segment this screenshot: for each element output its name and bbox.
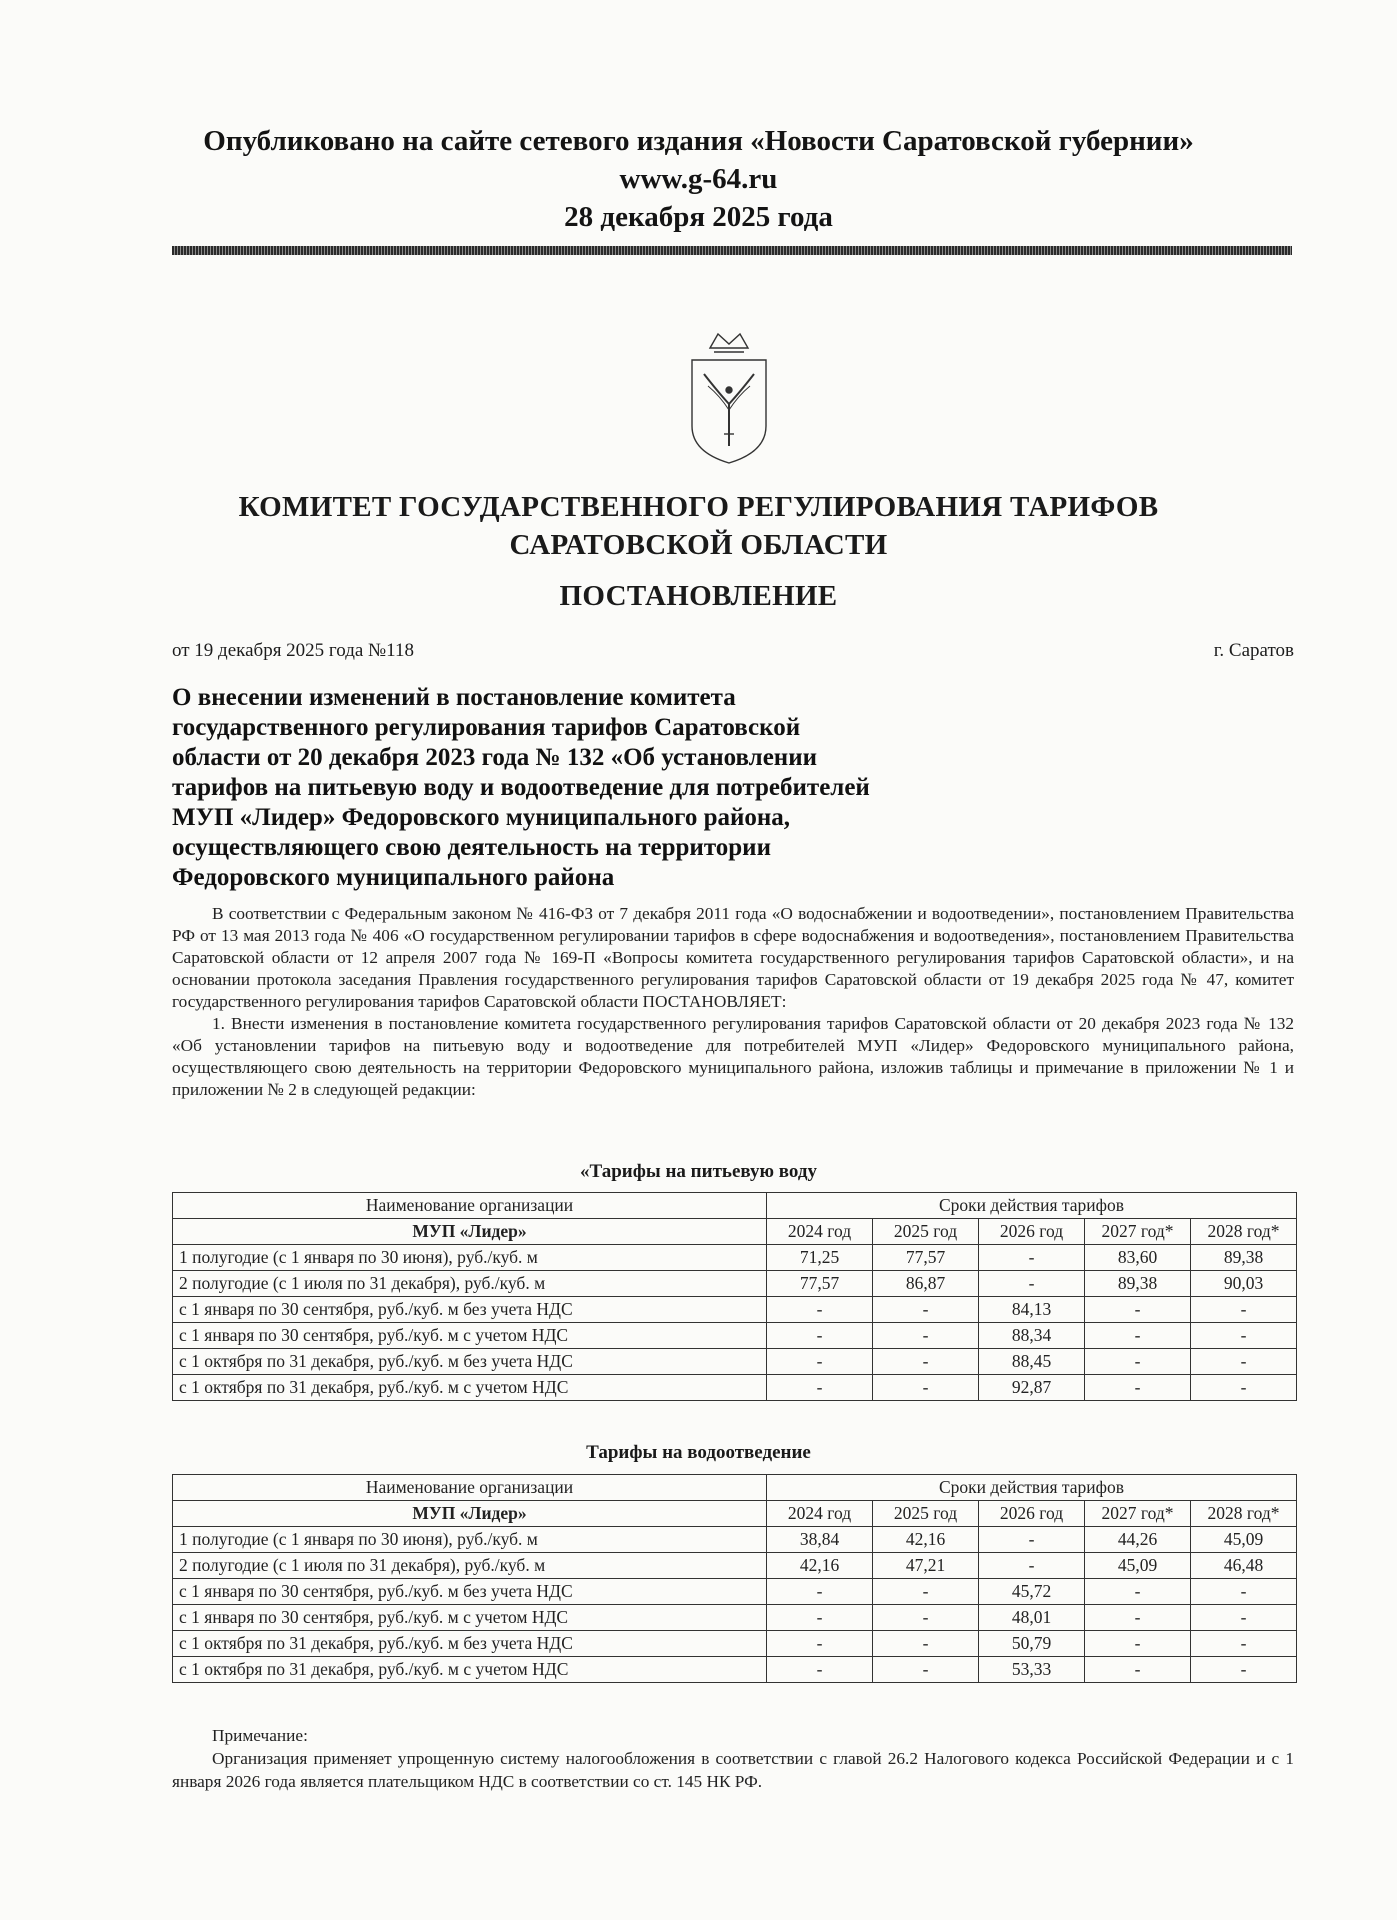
value-cell: - [1085,1657,1191,1683]
table-row [173,1297,1297,1323]
title-line: О внесении изменений в постановление комитета [172,684,736,711]
value-cell: 50,79 [979,1631,1085,1657]
value-cell: 77,57 [873,1245,979,1271]
publication-date: 28 декабря 2025 года [564,201,833,233]
value-cell: - [1085,1349,1191,1375]
value-cell: - [1191,1349,1297,1375]
value-cell: - [873,1579,979,1605]
sewage-table-caption: Тарифы на водоотведение [586,1442,811,1463]
date-number: от 19 декабря 2025 года №118 [172,640,414,661]
document-title [172,683,1072,893]
title-line: области от 20 декабря 2023 года № 132 «Об установлении [172,744,818,771]
table-row [173,1605,1297,1631]
value-cell: - [1191,1375,1297,1401]
table-header-row [173,1193,1297,1219]
body-text [172,903,1294,1101]
year-cell: 2026 год [979,1501,1085,1527]
value-cell: - [873,1349,979,1375]
table-row [173,1245,1297,1271]
value-cell: 38,84 [767,1527,873,1553]
value-cell: 86,87 [873,1271,979,1297]
row-label: с 1 января по 30 сентября, руб./куб. м без учета НДС [173,1297,767,1323]
value-cell: - [1085,1631,1191,1657]
year-cell: 2028 год* [1191,1501,1297,1527]
value-cell: - [767,1579,873,1605]
value-cell: - [767,1605,873,1631]
value-cell: - [873,1375,979,1401]
row-label: 2 полугодие (с 1 июля по 31 декабря), руб./куб. м [173,1271,767,1297]
value-cell: 89,38 [1085,1271,1191,1297]
org-name-cell: МУП «Лидер» [173,1501,767,1527]
value-cell: - [873,1657,979,1683]
value-cell: - [767,1323,873,1349]
header-divider [172,246,1292,255]
note-text: Организация применяет упрощенную систему налогообложения в соответствии с главой 26.2 Налогового кодекса Российской Федерации и с 1 января 2026 года является плательщиком НДС в соответствии со ст. 145 НК РФ. [172,1749,1294,1791]
value-cell: - [767,1657,873,1683]
value-cell: - [873,1297,979,1323]
value-cell: 47,21 [873,1553,979,1579]
table-row [173,1657,1297,1683]
value-cell: - [873,1631,979,1657]
title-line: осуществляющего свою деятельность на территории [172,834,771,861]
body-paragraph-2: 1. Внести изменения в постановление комитета государственного регулирования тарифов Саратовской области от 20 декабря 2023 года № 132 «Об установлении тарифов на питьевую воду и водоотведение для потребителей МУП «Лидер» Федоровского муниципального района, осуществляющего свою деятельность на территории Федоровского муниципального района, изложив таблицы и примечание в приложении № 1 и приложении № 2 в следующей редакции: [172,1014,1294,1099]
year-cell: 2025 год [873,1219,979,1245]
row-label: с 1 января по 30 сентября, руб./куб. м с учетом НДС [173,1323,767,1349]
title-line: тарифов на питьевую воду и водоотведение для потребителей [172,774,870,801]
note-block [172,1724,1294,1793]
year-cell: 2027 год* [1085,1219,1191,1245]
year-cell: 2024 год [767,1501,873,1527]
value-cell: 89,38 [1191,1245,1297,1271]
value-cell: - [1085,1323,1191,1349]
value-cell: - [979,1271,1085,1297]
value-cell: 45,72 [979,1579,1085,1605]
city: г. Саратов [1213,640,1294,661]
water-table-caption: «Тарифы на питьевую воду [580,1161,817,1182]
table-row [173,1375,1297,1401]
value-cell: - [767,1375,873,1401]
authority-line-1: КОМИТЕТ ГОСУДАРСТВЕННОГО РЕГУЛИРОВАНИЯ ТАРИФОВ [238,491,1159,523]
value-cell: 53,33 [979,1657,1085,1683]
table-row [173,1323,1297,1349]
row-label: с 1 октября по 31 декабря, руб./куб. м без учета НДС [173,1631,767,1657]
value-cell: 48,01 [979,1605,1085,1631]
value-cell: 44,26 [1085,1527,1191,1553]
table-header-row [173,1219,1297,1245]
body-paragraph-1: В соответствии с Федеральным законом № 416-ФЗ от 7 декабря 2011 года «О водоснабжении и водоотведении», постановлением Правительства РФ от 13 мая 2013 года № 406 «О государственном регулировании тарифов в сфере водоснабжения и водоотведения», постановлением Правительства Саратовской области от 12 апреля 2007 года № 169-П «Вопросы комитета государственного регулирования тарифов Саратовской области», и на основании протокола заседания Правления государственного регулирования тарифов Саратовской области от 19 декабря 2025 года № 47, комитет государственного регулирования тарифов Саратовской области ПОСТАНОВЛЯЕТ: [172,904,1294,1011]
org-header-cell: Наименование организации [173,1475,767,1501]
value-cell: - [767,1631,873,1657]
table-header-row [173,1501,1297,1527]
value-cell: - [1085,1579,1191,1605]
value-cell: 88,45 [979,1349,1085,1375]
value-cell: - [1191,1657,1297,1683]
sewage-tariff-table [172,1474,1297,1683]
value-cell: - [873,1323,979,1349]
value-cell: 71,25 [767,1245,873,1271]
note-heading: Примечание: [212,1726,308,1745]
row-label: с 1 октября по 31 декабря, руб./куб. м без учета НДС [173,1349,767,1375]
row-label: 1 полугодие (с 1 января по 30 июня), руб./куб. м [173,1527,767,1553]
value-cell: - [1191,1323,1297,1349]
row-label: с 1 октября по 31 декабря, руб./куб. м с учетом НДС [173,1375,767,1401]
title-line: МУП «Лидер» Федоровского муниципального района, [172,804,791,831]
value-cell: - [1191,1605,1297,1631]
table-row [173,1553,1297,1579]
value-cell: 83,60 [1085,1245,1191,1271]
value-cell: 92,87 [979,1375,1085,1401]
value-cell: - [1085,1605,1191,1631]
value-cell: 42,16 [767,1553,873,1579]
row-label: 1 полугодие (с 1 января по 30 июня), руб./куб. м [173,1245,767,1271]
year-cell: 2028 год* [1191,1219,1297,1245]
value-cell: 45,09 [1191,1527,1297,1553]
title-line: Федоровского муниципального района [172,864,615,891]
publication-line-1: Опубликовано на сайте сетевого издания «Новости Саратовской губернии» [203,125,1194,157]
terms-header-cell: Сроки действия тарифов [767,1193,1297,1219]
value-cell: - [1191,1631,1297,1657]
year-cell: 2027 год* [1085,1501,1191,1527]
org-name-cell: МУП «Лидер» [173,1219,767,1245]
value-cell: - [1085,1297,1191,1323]
year-cell: 2024 год [767,1219,873,1245]
title-line: государственного регулирования тарифов Саратовской [172,714,801,741]
year-cell: 2025 год [873,1501,979,1527]
water-tariff-table [172,1192,1297,1401]
value-cell: 88,34 [979,1323,1085,1349]
coat-of-arms-icon [688,330,770,466]
terms-header-cell: Сроки действия тарифов [767,1475,1297,1501]
value-cell: 42,16 [873,1527,979,1553]
row-label: с 1 января по 30 сентября, руб./куб. м с учетом НДС [173,1605,767,1631]
value-cell: 90,03 [1191,1271,1297,1297]
value-cell: - [767,1297,873,1323]
value-cell: - [1191,1579,1297,1605]
table-row [173,1271,1297,1297]
table-row [173,1349,1297,1375]
value-cell: 77,57 [767,1271,873,1297]
value-cell: 45,09 [1085,1553,1191,1579]
value-cell: - [979,1245,1085,1271]
year-cell: 2026 год [979,1219,1085,1245]
value-cell: - [767,1349,873,1375]
value-cell: - [1085,1375,1191,1401]
authority-line-2: САРАТОВСКОЙ ОБЛАСТИ [509,529,888,561]
value-cell: - [979,1527,1085,1553]
value-cell: - [979,1553,1085,1579]
document-type: ПОСТАНОВЛЕНИЕ [559,580,838,612]
value-cell: - [1191,1297,1297,1323]
publication-site: www.g-64.ru [619,163,778,195]
row-label: с 1 октября по 31 декабря, руб./куб. м с учетом НДС [173,1657,767,1683]
value-cell: 84,13 [979,1297,1085,1323]
table-row [173,1527,1297,1553]
row-label: 2 полугодие (с 1 июля по 31 декабря), руб./куб. м [173,1553,767,1579]
table-header-row [173,1475,1297,1501]
table-row [173,1631,1297,1657]
value-cell: 46,48 [1191,1553,1297,1579]
table-row [173,1579,1297,1605]
org-header-cell: Наименование организации [173,1193,767,1219]
value-cell: - [873,1605,979,1631]
row-label: с 1 января по 30 сентября, руб./куб. м без учета НДС [173,1579,767,1605]
